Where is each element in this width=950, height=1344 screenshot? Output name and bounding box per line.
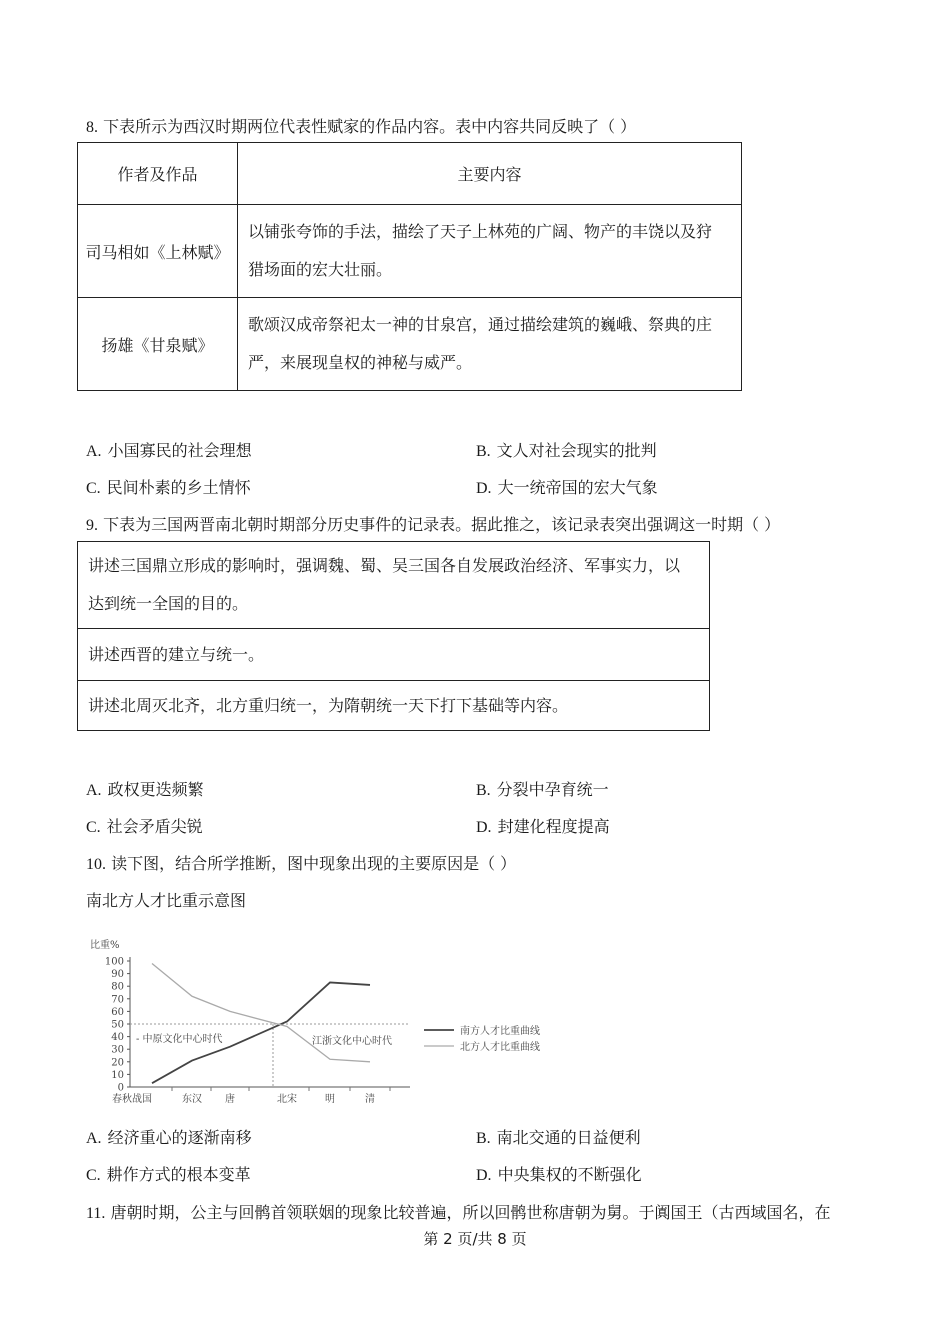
q8-row2-line2: 严，来展现皇权的神秘与威严。 bbox=[248, 353, 473, 372]
q9-option-c[interactable]: C. 社会矛盾尖锐 bbox=[86, 817, 203, 836]
y-tick-label: 90 bbox=[111, 969, 124, 981]
y-tick-label: 100 bbox=[104, 956, 124, 968]
table-row bbox=[78, 629, 710, 681]
q8-option-b[interactable]: B. 文人对社会现实的批判 bbox=[476, 441, 657, 460]
q8-option-d[interactable]: D. 大一统帝国的宏大气象 bbox=[476, 478, 658, 497]
page-footer: 第 2 页/共 8 页 bbox=[423, 1230, 527, 1248]
q8-row2-content bbox=[238, 298, 742, 391]
q9-option-b[interactable]: B. 分裂中孕育统一 bbox=[476, 780, 609, 799]
q9-option-d[interactable]: D. 封建化程度提高 bbox=[476, 817, 610, 836]
y-tick-label: 20 bbox=[111, 1057, 124, 1069]
x-tick-label: 北宋 bbox=[277, 1094, 297, 1105]
y-tick-label: 10 bbox=[111, 1069, 124, 1081]
q9-row3: 讲述北周灭北齐，北方重归统一，为隋朝统一天下打下基础等内容。 bbox=[78, 681, 710, 731]
q8-row1-line1: 以铺张夸饰的手法，描绘了天子上林苑的广阔、物产的丰饶以及狩 bbox=[248, 222, 713, 241]
q11-stem-text: 唐朝时期，公主与回鹘首领联姻的现象比较普遍，所以回鹘世称唐朝为舅。于阗国王（古西域国名，在 bbox=[110, 1203, 831, 1222]
legend-entry: 南方人才比重曲线 bbox=[460, 1026, 540, 1037]
north-series-line bbox=[152, 964, 370, 1062]
q8-option-c[interactable]: C. 民间朴素的乡土情怀 bbox=[86, 478, 251, 497]
q9-stem-text: 下表为三国两晋南北朝时期部分历史事件的记录表。据此推之，该记录表突出强调这一时期（ ） bbox=[103, 515, 781, 534]
q8-header-content: 主要内容 bbox=[238, 143, 742, 205]
table-row bbox=[78, 681, 710, 731]
q8-table bbox=[77, 142, 742, 391]
q8-stem-text: 下表所示为西汉时期两位代表性赋家的作品内容。表中内容共同反映了（ ） bbox=[103, 117, 637, 136]
q9-row1 bbox=[78, 542, 710, 629]
y-tick-label: 30 bbox=[111, 1044, 124, 1056]
q11-number: 11. bbox=[86, 1205, 106, 1222]
x-tick-label: 唐 bbox=[225, 1094, 235, 1105]
q9-number: 9. bbox=[86, 517, 98, 534]
q8-row2-author: 扬雄《甘泉赋》 bbox=[78, 298, 238, 391]
q9-table bbox=[77, 541, 710, 731]
x-tick-label: 春秋战国 bbox=[112, 1094, 152, 1105]
q10-option-b[interactable]: B. 南北交通的日益便利 bbox=[476, 1128, 641, 1147]
q8-table-header bbox=[78, 143, 742, 205]
table-row bbox=[78, 542, 710, 629]
q8-option-a[interactable]: A. 小国寡民的社会理想 bbox=[86, 441, 252, 460]
annotation-jiangzhe: 江浙文化中心时代 bbox=[312, 1036, 392, 1047]
q10-option-c[interactable]: C. 耕作方式的根本变革 bbox=[86, 1165, 251, 1184]
x-tick-label: 东汉 bbox=[182, 1094, 202, 1105]
q8-header-author: 作者及作品 bbox=[78, 143, 238, 205]
legend-entry: 北方人才比重曲线 bbox=[460, 1042, 540, 1053]
y-tick-label: 50 bbox=[111, 1019, 124, 1031]
south-series-line bbox=[152, 982, 370, 1083]
annotation-central-plains: - 中原文化中心时代 bbox=[136, 1034, 223, 1045]
x-tick-label: 清 bbox=[365, 1094, 375, 1105]
q10-option-d[interactable]: D. 中央集权的不断强化 bbox=[476, 1165, 642, 1184]
figure-title: 南北方人才比重示意图 bbox=[86, 891, 247, 910]
talent-ratio-chart bbox=[84, 934, 564, 1106]
y-axis-label: 比重% bbox=[90, 940, 120, 951]
q8-row1-content bbox=[238, 205, 742, 298]
q9-row2: 讲述西晋的建立与统一。 bbox=[78, 629, 710, 681]
q9-stem bbox=[86, 515, 780, 536]
y-tick-label: 80 bbox=[111, 981, 124, 993]
q8-row1-line2: 猎场面的宏大壮丽。 bbox=[248, 260, 393, 279]
q10-number: 10. bbox=[86, 856, 106, 873]
q8-row2-line1: 歌颂汉成帝祭祀太一神的甘泉宫，通过描绘建筑的巍峨、祭典的庄 bbox=[248, 315, 713, 334]
q10-stem-text: 读下图，结合所学推断，图中现象出现的主要原因是（ ） bbox=[111, 854, 517, 873]
q11-stem bbox=[86, 1203, 831, 1224]
table-row bbox=[78, 205, 742, 298]
y-tick-label: 0 bbox=[117, 1082, 124, 1094]
q8-number: 8. bbox=[86, 119, 98, 136]
q8-stem bbox=[86, 117, 636, 138]
y-tick-label: 60 bbox=[111, 1006, 124, 1018]
q10-stem bbox=[86, 854, 516, 875]
q9-row1-line1: 讲述三国鼎立形成的影响时，强调魏、蜀、吴三国各自发展政治经济、军事实力，以 bbox=[88, 556, 681, 575]
q10-option-a[interactable]: A. 经济重心的逐渐南移 bbox=[86, 1128, 252, 1147]
x-tick-label: 明 bbox=[325, 1094, 335, 1105]
q9-row1-line2: 达到统一全国的目的。 bbox=[88, 594, 249, 613]
q8-row1-author: 司马相如《上林赋》 bbox=[78, 205, 238, 298]
q9-option-a[interactable]: A. 政权更迭频繁 bbox=[86, 780, 204, 799]
y-tick-label: 40 bbox=[111, 1032, 124, 1044]
table-row bbox=[78, 298, 742, 391]
y-tick-label: 70 bbox=[111, 994, 124, 1006]
